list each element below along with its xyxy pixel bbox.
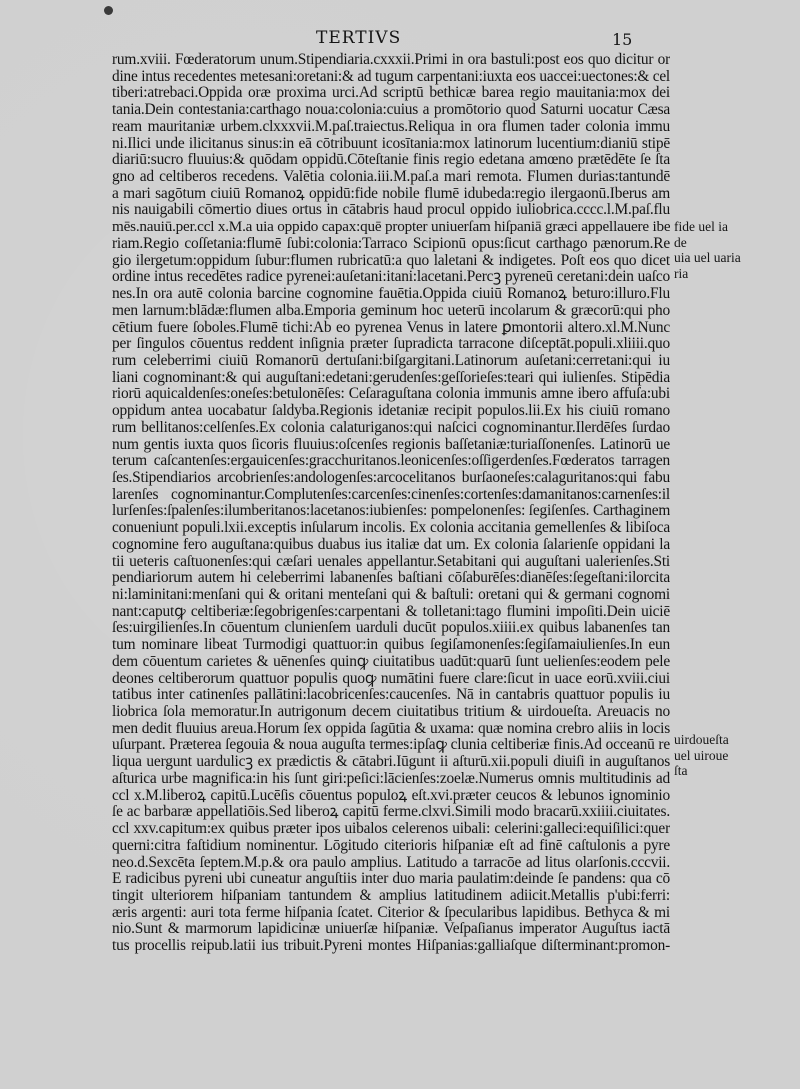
text-line: tus procellis reipub.latii ius tribuit.Pyreni montes Hiſpanias:galliaſque diſterminant:promon-	[112, 938, 670, 955]
text-line: nio.Sunt & marmorum lapidicinæ uniuerſæ hiſpaniæ. Veſpaſianus imperator Auguſtus iactā	[112, 921, 670, 938]
text-line: a mari sagōtum ciuiū Romanoꝝ oppidū:fide nobile flumē idubeda:regio ilergaonū.Iberus am	[112, 185, 670, 202]
text-line: dem cōuentum carietes & uēnenſes quinꝙ ciuitatibus uadūt:quarū ſunt uelienſes:eodem pele	[112, 653, 670, 670]
text-line: ccl x.M.liberoꝝ capitū.Lucēſis cōuentus populoꝝ eſt.xvi.præter ceucos & lebunos ignominio	[112, 787, 670, 804]
text-line: neo.d.Sexcēta ſeptem.M.p.& ora paulo amplius. Latitudo a tarracōe ad litus olarſonis.cccvii.	[112, 854, 670, 871]
margin-note-uirdouesta: uirdoueſta uel uiroue ſta	[674, 732, 729, 778]
text-line: ream mauritaniæ urbem.clxxxvii.M.paſ.traiectus.Reliqua in ora flumen tader colonia immu	[112, 118, 670, 135]
text-line: ordine intus recedētes radice pyrenei:auſetani:itani:lacetani.Percꝫ pyreneū ceretani:dein uaſco	[112, 269, 670, 286]
text-line: oppidum antea uocabatur ſaldyba.Regionis idetaniæ recipit populos.lii.Ex his ciuiū romano	[112, 403, 670, 420]
text-line: num gentis iuxta quos ſicoris fluuius:oſcenſes regionis baſſetaniæ:turiaſſonenſes. Latinorū ue	[112, 436, 670, 453]
text-line: rum bellitanos:celſenſes.Ex colonia calaturiganos:qui naſcici cognominantur.Ilerdēſes ſurdao	[112, 419, 670, 436]
text-line: liqua uergunt uardulicꝫ ex prædictis & cātabri.Iūgunt ii aſturū.xii.populi diuiſi in auguſtanos	[112, 754, 670, 771]
text-line: uſurpant. Præterea ſegouia & noua auguſta termes:ipſaꝙ clunia celtiberiæ finis.Ad occeanū re	[112, 737, 670, 754]
paper-hole-mark	[104, 6, 113, 15]
text-line: cētium fuere ſoboles.Flumē tichi:Ab eo pyrenea Venus in latere ꝑmontorii altero.xl.M.Nunc	[112, 319, 670, 336]
text-line: tum nominare libeat Turmodigi quattuor:in quibus ſegiſamonenſes:ſegiſamaiulienſes.In eun	[112, 637, 670, 654]
text-line: tingit ulteriorem hiſpaniam tantundem & amplius latitudinem adiicit.Metallis p'ubi:ferri:	[112, 887, 670, 904]
text-line: diariū:sucro fluuius:& quōdam oppidū.Cōteſtanie finis regio edetana amœno prætēdēte ſe ſta	[112, 152, 670, 169]
text-line: nant:caputꝙ celtiberiæ:ſegobrigenſes:carpentani & tolletani:tago flumini impoſiti.Dein uiciē	[112, 603, 670, 620]
text-line: cognomine fero auguſtana:quibus duabus ius italiæ dat um. Ex colonia ſalarienſe oppidani la	[112, 536, 670, 553]
text-line: rum celeberrimi ciuiū Romanorū dertuſani:biſgargitani.Latinorum auſetani:cerretani:qui iu	[112, 352, 670, 369]
text-line: terum caſcantenſes:ergauicenſes:gracchuritanos.leonicenſes:oſſigerdenſes.Fœderatos tarragen	[112, 453, 670, 470]
text-line: æris argenti: auri tota ferme hiſpania ſcatet. Citerior & ſpecularibus lapidibus. Bethyca & mi	[112, 904, 670, 921]
text-line: larenſes cognominantur.Complutenſes:carcenſes:cinenſes:cortenſes:damanitanos:carnenſes:il	[112, 486, 670, 503]
text-line: aſturica urbe magnifica:in his ſunt giri:peſici:lācienſes:zoelæ.Numerus omnis multitudinis ad	[112, 770, 670, 787]
running-head: TERTIVS	[316, 28, 402, 48]
text-line: lurſenſes:ſpalenſes:ilumberitanos:lacetanos:iubienſes: pompelonenſes: ſegiſenſes. Carthaginem	[112, 503, 670, 520]
text-line: men larnum:blādæ:flumen alba.Emporia geminum hoc ueterū incolarum & græcorū:qui pho	[112, 302, 670, 319]
text-line: ni:laminitani:menſani qui & oritani menteſani qui & baſtuli: oretani qui & germani cognomi	[112, 587, 670, 603]
text-line: conueniunt populi.lxii.exceptis inſularum incolis. Ex colonia accitania gemellenſes & libiſoca	[112, 520, 670, 537]
margin-notes	[674, 219, 774, 779]
text-line: ſe ac barbaræ appellatiōis.Sed liberoꝝ capitū ferme.clxvi.Simili modo bracarū.xxiiii.ciuitates.	[112, 804, 670, 821]
text-line: pendiariorum autem hi celeberrimi labanenſes baſtiani cōſaburēſes:dianēſes:ſegeſtani:ilorcita	[112, 570, 670, 587]
text-line: querni:citra faſtidium nominentur. Lōgitudo citerioris hiſpaniæ eſt ad finē caſtulonis a pyre	[112, 837, 670, 854]
body-text-column	[112, 52, 670, 955]
text-line: rum.xviii. Fœderatorum unum.Stipendiaria.cxxxii.Primi in ora bastuli:post eos quo dicitur or	[112, 52, 670, 68]
text-line: gno ad celtiberos recedens. Valētia colonia.iii.M.paſ.a mari remota. Flumen durias:tantundē	[112, 169, 670, 186]
text-line: ſes.Stipendiarios arcobrienſes:andologenſes:arcocelitanos burſaoneſes:calaguritanos:qui fabu	[112, 469, 670, 486]
text-line: dine intus recedentes metesani:oretani:& ad tugum carpentani:iuxta eos uaccei:uectones:& cel	[112, 68, 670, 85]
text-line: nis nauigabili cōmertio diues ortus in cātabris haud procul oppido iuliobrica.cccc.l.M.paſ.flu	[112, 202, 670, 219]
text-line: riam.Regio coſſetania:flumē ſubi:colonia:Tarraco Scipionū opus:ſicut carthago pænorum.Re	[112, 235, 670, 252]
text-line: E radicibus pyreni ubi cuneatur anguſtiis inter duo maria paulatim:deinde ſe pandens: qua cō	[112, 871, 670, 888]
folio-number: 15	[612, 30, 633, 49]
text-line: mēs.nauiū.per.ccl x.M.a uia oppido capax:quē propter uniuerſam hiſpaniā græci appellauere ibe	[112, 219, 670, 236]
text-line: liani cognominant:& qui auguſtani:edetani:gerudenſes:geſſorieſes:teari qui iulienſes. Stipēdia	[112, 369, 670, 386]
text-line: ccl xxv.capitum:ex quibus præter ipos uibalos celerenos uibali: celerini:galleci:equiſilici:quer	[112, 821, 670, 838]
text-line: gio ilergetum:oppidum ſubur:flumen rubricatū:a quo laletani & indigetes. Poſt eos quo dicet	[112, 252, 670, 269]
text-line: tii ueteris caſtuonenſes:qui cæſari uenales appellantur.Setabitani qui auguſtani ualerienſes.Sti	[112, 553, 670, 570]
text-line: tatibus inter catinenſes pallātini:lacobricenſes:caucenſes. Nā in cantabris quattuor populis iu	[112, 687, 670, 704]
text-line: ni.Ilici unde ilicitanus sinus:in eā cōtribuunt icosītania:mox latinorum lucentium:dianiū stipē	[112, 135, 670, 152]
text-line: men dedit fluuius areua.Horum ſex oppida ſagūtia & uxama: quæ nomina crebro aliis in locis	[112, 720, 670, 737]
text-line: nes.In ora autē colonia barcine cognomine fauētia.Oppida ciuiū Romanoꝝ beturo:illuro.Flu	[112, 286, 670, 303]
text-line: ſes:uirgilienſes.In cōuentum clunienſem uarduli ducūt populos.xiiii.ex quibus labanenſes tan	[112, 620, 670, 637]
text-line: deones celtiberorum quattuor populis quoꝙ numātini fuere clare:ſicut in uace eorū.xviii.ciui	[112, 670, 670, 687]
margin-note-fide: fide uel ia de uia uel uaria ria	[674, 219, 741, 281]
text-line: tania.Dein contestania:carthago noua:colonia:cuius a promōtorio quod Saturni uocatur Cæsa	[112, 102, 670, 119]
text-line: per ſingulos cōuentus reddent inſignia præter ſupradicta tarracone diſceptāt.populi.xliiii.quo	[112, 336, 670, 353]
text-line: tiberi:atrebaci.Oppida oræ proxima urci.Ad scriptū bethicæ barea regio mauitania:mox dei	[112, 85, 670, 102]
text-line: liobrica ſola memoratur.In autrigonum decem ciuitatibus tritium & uirdoueſta. Areuacis no	[112, 704, 670, 721]
text-line: riorū aquicaldenſes:oneſes:betulonēſes: Ceſaraguſtana colonia immunis amne ibero affuſa:ubi	[112, 386, 670, 403]
